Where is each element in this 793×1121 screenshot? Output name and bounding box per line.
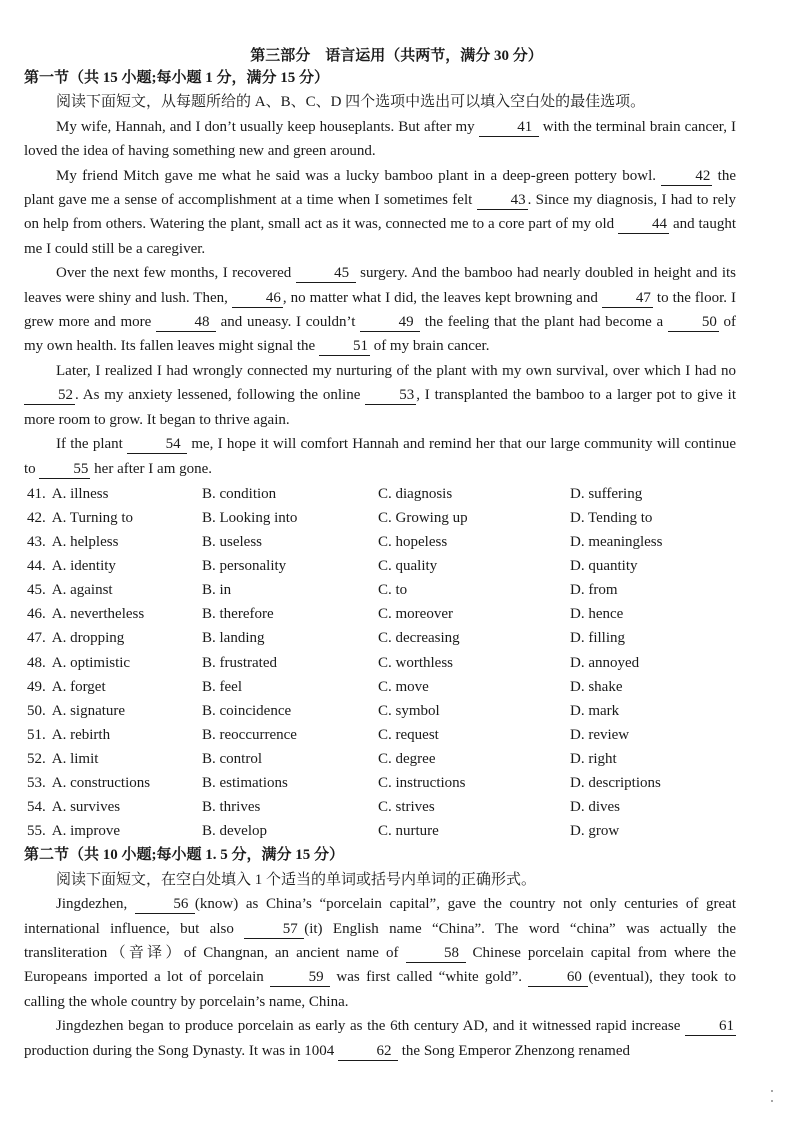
option-b: B. reoccurrence (202, 726, 297, 743)
option-row (27, 602, 736, 626)
option-a (27, 795, 202, 819)
option-c: C. moreover (378, 606, 453, 623)
question-number: 55. (27, 823, 46, 840)
option-row (27, 795, 736, 819)
option-d: D. descriptions (570, 775, 661, 792)
blank-52: 52 (24, 387, 75, 405)
blank-49: 49 (360, 314, 420, 332)
section1-heading: 第一节（共 15 小题;每小题 1 分，满分 15 分） (24, 70, 329, 86)
option-a (27, 530, 202, 554)
option-c: C. symbol (378, 702, 440, 719)
question-number: 44. (27, 558, 46, 575)
option-b: B. in (202, 582, 232, 599)
question-number: 41. (27, 485, 46, 502)
blank-41: 41 (479, 119, 539, 137)
option-d: D. shake (570, 678, 623, 695)
option-c: C. instructions (378, 775, 466, 792)
option-d: D. annoyed (570, 654, 640, 671)
option-c: C. Growing up (378, 510, 468, 526)
blank-60: 60 (528, 969, 588, 987)
question-number: 43. (27, 534, 46, 551)
scan-speck (771, 1090, 773, 1092)
option-b: B. frustrated (202, 654, 277, 671)
section1-instruction: 阅读下面短文，从每题所给的 A、B、C、D 四个选项中选出可以填入空白处的最佳选项。 (56, 94, 646, 111)
passage1-paragraph-3: Over the next few months, I recovered 45 surgery. And the bamboo had nearly doubled in height and its leaves were shiny and lush. Then, 46 , no matter what I did, the leaves kept browning and 47 to the floor. I grew more and more 48 and uneasy. I couldn’t 49 the feeling that the plant had become a 50 of my own health. Its fallen leaves might signal the 51 of my brain cancer. (24, 265, 736, 355)
option-row (27, 747, 736, 771)
question-number: 48. (27, 654, 46, 671)
option-d: D. mark (570, 702, 620, 719)
blank-43: 43 (477, 192, 528, 210)
scan-speck (771, 1100, 773, 1102)
option-c: C. worthless (378, 654, 453, 671)
blank-56: 56 (135, 896, 195, 914)
blank-47: 47 (602, 290, 653, 308)
option-row (27, 699, 736, 723)
passage1-paragraph-5: If the plant 54 me, I hope it will comfort Hannah and remind her that our large community will continue to 55 her after I am gone. (24, 436, 736, 477)
option-row (27, 819, 736, 843)
option-a (27, 819, 202, 843)
passage1-paragraph-1: My wife, Hannah, and I don’t usually keep houseplants. But after my 41 with the terminal brain cancer, I loved the idea of having something new and green around. (24, 118, 736, 160)
option-a-text: A. nevertheless (51, 606, 145, 623)
option-row (27, 771, 736, 795)
option-a (27, 506, 202, 530)
option-c: C. decreasing (378, 630, 460, 647)
passage2-paragraph-2: Jingdezhen began to produce porcelain as early as the 6th century AD, and it witnessed rapid increase 61 production during the Song Dynasty. It was in 1004 62 the Song Emperor Zhenzong renamed (24, 1018, 734, 1059)
option-row (27, 675, 736, 699)
option-row (27, 626, 736, 650)
blank-45: 45 (296, 265, 356, 283)
option-row (27, 578, 736, 602)
option-row (27, 482, 736, 506)
option-row (27, 651, 736, 675)
option-a-text: A. constructions (51, 775, 151, 792)
option-a (27, 699, 202, 723)
option-a (27, 482, 202, 506)
option-a-text: A. optimistic (51, 654, 131, 671)
option-b: B. feel (202, 678, 242, 695)
page-title: 第三部分 语言运用（共两节，满分 30 分） (250, 48, 543, 64)
option-c: C. degree (378, 750, 436, 767)
section2-heading: 第二节（共 10 小题;每小题 1. 5 分，满分 15 分） (24, 847, 344, 864)
option-d: D. filling (570, 630, 625, 647)
question-number: 45. (27, 582, 46, 599)
option-b: B. develop (202, 823, 267, 840)
question-number: 52. (27, 750, 46, 767)
option-a-text: A. rebirth (51, 726, 111, 743)
option-b: B. estimations (202, 775, 288, 792)
option-a (27, 747, 202, 771)
option-a (27, 626, 202, 650)
option-d: D. quantity (570, 558, 638, 575)
section2-instruction: 阅读下面短文，在空白处填入 1 个适当的单词或括号内单词的正确形式。 (56, 871, 537, 888)
option-a (27, 771, 202, 795)
blank-57: 57 (244, 921, 304, 939)
blank-48: 48 (156, 314, 216, 332)
blank-50: 50 (668, 314, 719, 332)
option-row (27, 506, 736, 530)
question-number: 49. (27, 678, 46, 695)
option-a-text: A. forget (51, 678, 106, 695)
passage1-paragraph-2: My friend Mitch gave me what he said was a lucky bamboo plant in a deep-green pottery bowl. 42 the plant gave me a sense of accomplishment at a time when I sometimes felt 43 . Since my diagnosis, I had to rely on help from others. Watering the plant, small act as it was, connected me to a core part of my old 44 and taught me I could still be a caregiver. (24, 167, 737, 257)
option-a-text: A. against (51, 582, 113, 599)
question-number: 51. (27, 726, 46, 743)
exam-page (24, 66, 736, 1063)
blank-44: 44 (618, 216, 669, 234)
blank-58: 58 (406, 945, 466, 963)
option-b: B. coincidence (202, 702, 292, 719)
option-d: D. hence (570, 606, 624, 623)
option-a-text: A. illness (51, 485, 109, 502)
option-b: B. Looking into (202, 510, 298, 526)
option-a-text: A. helpless (51, 534, 119, 551)
option-b: B. personality (202, 558, 287, 575)
option-c: C. strives (378, 799, 435, 816)
option-a-text: A. limit (51, 750, 99, 767)
option-c: C. to (378, 582, 408, 599)
option-b: B. thrives (202, 799, 261, 816)
option-c: C. diagnosis (378, 485, 453, 502)
option-d: D. grow (570, 823, 620, 840)
option-b: B. landing (202, 630, 265, 647)
option-a-text: A. signature (51, 702, 126, 719)
option-c: C. hopeless (378, 534, 448, 551)
option-a (27, 554, 202, 578)
question-number: 54. (27, 799, 46, 816)
option-row (27, 554, 736, 578)
option-b: B. control (202, 750, 262, 767)
option-a (27, 578, 202, 602)
passage1-paragraph-4: Later, I realized I had wrongly connected my nurturing of the plant with my own survival, over which I had no 52 . As my anxiety lessened, following the online 53 , I transplanted the bamboo to a larger pot to give it more room to grow. It began to thrive again. (24, 362, 736, 428)
options-list (27, 482, 736, 843)
blank-55: 55 (39, 461, 90, 479)
option-row (27, 723, 736, 747)
passage2-paragraph-1: Jingdezhen, 56 (know) as China’s “porcelain capital”, gave the country not only centuries of great international influence, but also 57 (it) English name “China”. The word “china” was actually the transliteration（音译）of Changnan, an ancient name of 58 Chinese porcelain capital from where the Europeans imported a lot of porcelain 59 was first called “white gold”. 60 (eventual), they took to calling the whole country by porcelain’s name, China. (24, 896, 736, 1010)
option-row (27, 530, 736, 554)
option-a-text: A. dropping (51, 630, 125, 647)
blank-53: 53 (365, 387, 416, 405)
question-number: 46. (27, 606, 46, 623)
question-number: 50. (27, 702, 46, 719)
option-a (27, 602, 202, 626)
option-c: C. move (378, 678, 429, 695)
option-d: D. meaningless (570, 534, 663, 551)
blank-42: 42 (661, 168, 712, 186)
option-b: B. useless (202, 534, 262, 551)
option-a (27, 723, 202, 747)
option-a-text: A. survives (51, 799, 121, 816)
option-d: D. right (570, 750, 617, 767)
option-b: B. therefore (202, 606, 274, 623)
question-number: 42. (27, 510, 46, 526)
option-a-text: A. improve (51, 823, 121, 840)
question-number: 53. (27, 775, 46, 792)
blank-59: 59 (270, 969, 330, 987)
option-d: D. suffering (570, 485, 643, 502)
blank-54: 54 (127, 436, 187, 454)
blank-46: 46 (232, 290, 283, 308)
option-c: C. request (378, 726, 439, 743)
option-c: C. nurture (378, 823, 439, 840)
option-d: D. Tending to (570, 510, 653, 526)
option-b: B. condition (202, 485, 277, 502)
option-d: D. dives (570, 799, 620, 816)
option-a (27, 675, 202, 699)
option-c: C. quality (378, 558, 438, 575)
question-number: 47. (27, 630, 46, 647)
option-d: D. review (570, 726, 630, 743)
blank-61: 61 (685, 1018, 736, 1036)
option-a-text: A. identity (51, 558, 116, 575)
option-a (27, 651, 202, 675)
option-d: D. from (570, 582, 618, 599)
option-a-text: A. Turning to (51, 510, 134, 526)
blank-51: 51 (319, 338, 370, 356)
blank-62: 62 (338, 1043, 398, 1061)
